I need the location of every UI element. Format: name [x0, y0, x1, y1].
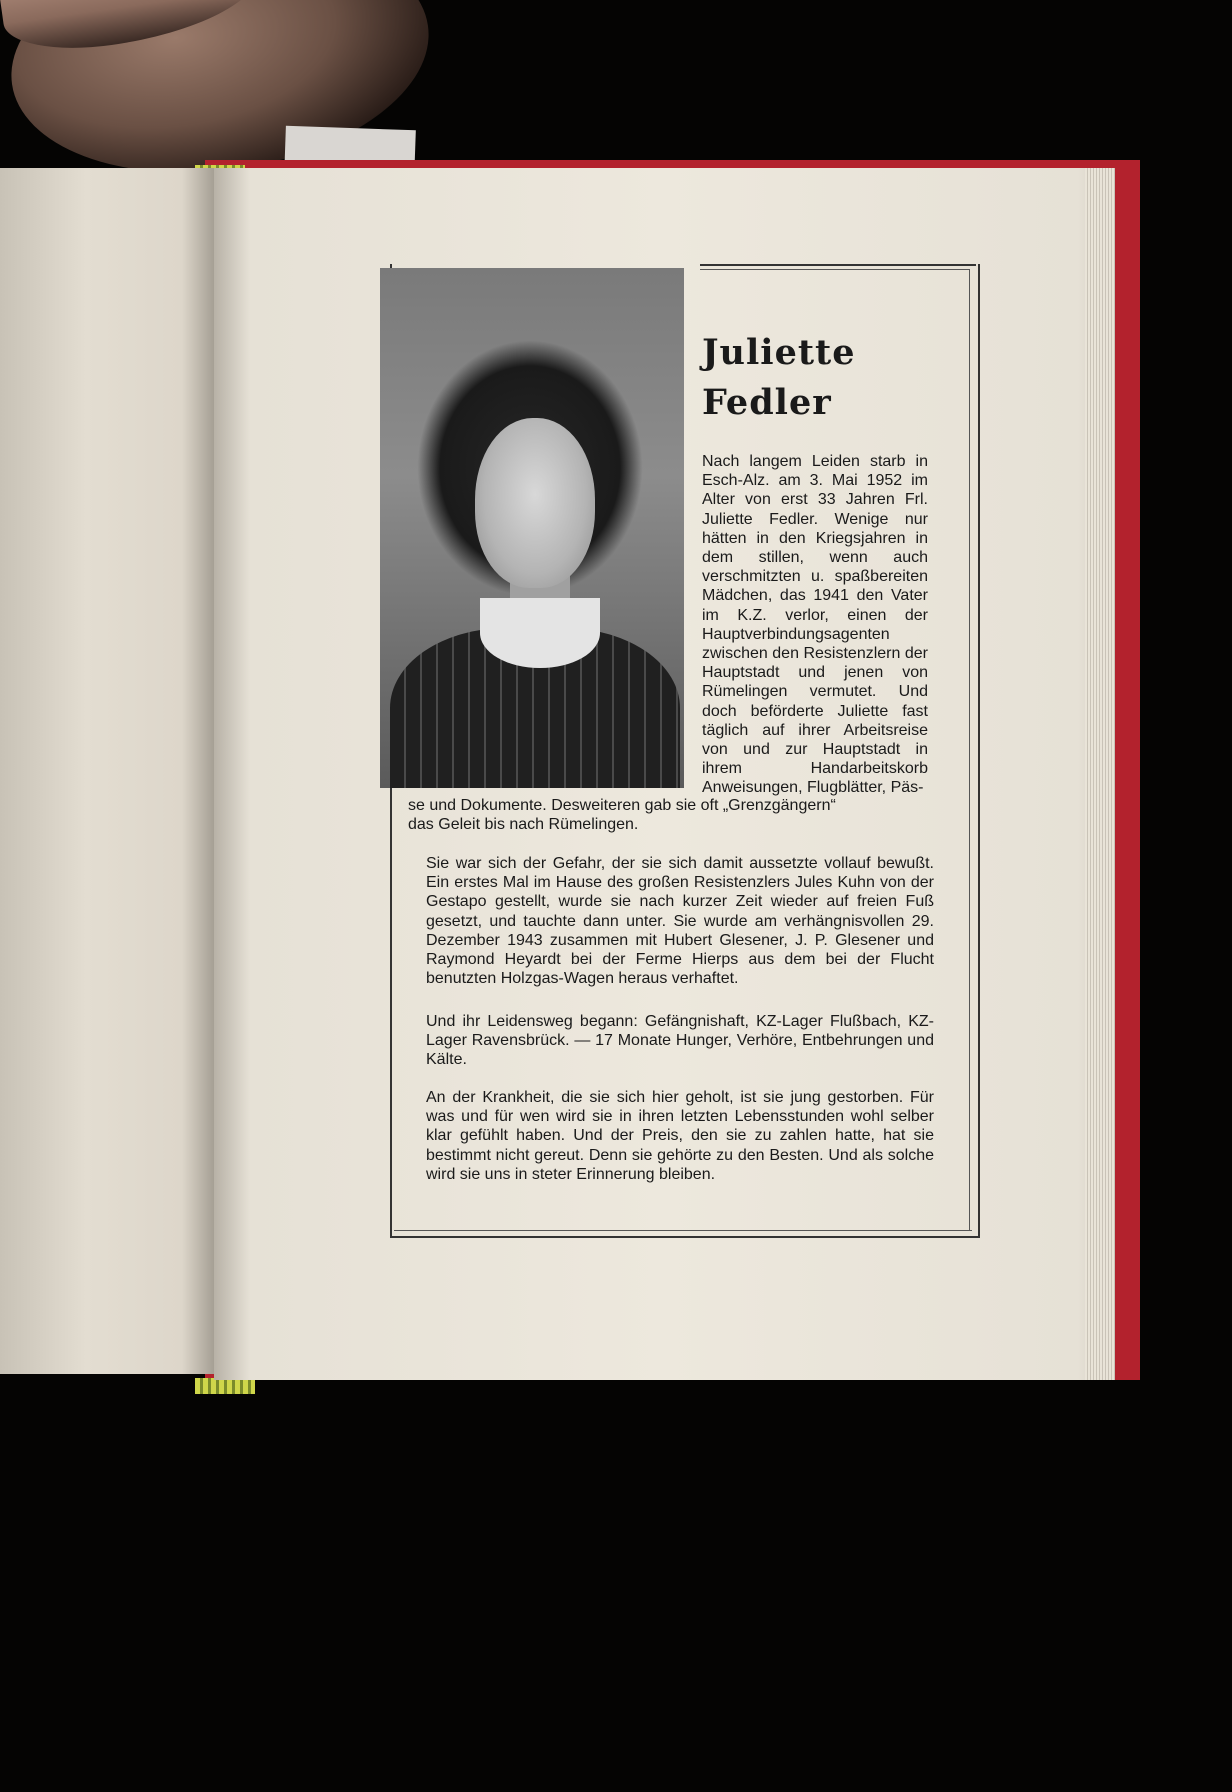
- title-line-1: Juliette: [702, 332, 856, 373]
- article-title: [702, 328, 962, 428]
- paragraph-suffering: Und ihr Leidensweg begann: Gefängnishaft, KZ-Lager Flußbach, KZ-Lager Ravensbrück. — 17 Monate Hunger, Verhöre, Entbehrungen und Kälte.: [426, 1013, 934, 1069]
- frame-bottom-inner-rule: [394, 1230, 972, 1231]
- headband-bottom: [195, 1378, 255, 1394]
- page-edges: [1085, 168, 1115, 1380]
- portrait-face: [475, 418, 595, 588]
- finger: [0, 0, 266, 59]
- portrait-collar: [480, 598, 600, 668]
- continuation-line-1: se und Dokumente. Desweiteren gab sie oft „Grenzgängern“: [408, 797, 836, 814]
- title-line-2: Fedler: [702, 382, 832, 423]
- frame-right-inner-rule: [969, 269, 970, 1231]
- left-page: [0, 168, 214, 1374]
- frame-top-rule: [700, 264, 976, 266]
- frame-top-inner-rule: [700, 269, 970, 270]
- paragraph-arrest: Sie war sich der Gefahr, der sie sich damit aussetzte vollauf bewußt. Ein erstes Mal im Hause des großen Resistenzlers Jules Kuhn von der Gestapo gestellt, wurde sie nach kurzer Zeit wieder auf freien Fuß gesetzt, und tauchte dann unter. Sie wurde am verhängnisvollen 29. Dezember 1943 zusammen mit Hubert Glesener, J. P. Glesener und Raymond Heyardt bei der Ferme Hierps aus dem bei der Flucht benutzten Holzgas-Wagen heraus verhaftet.: [426, 855, 934, 988]
- portrait-photo: [380, 268, 684, 788]
- intro-column: Nach langem Leiden starb in Esch-Alz. am 3. Mai 1952 im Alter von erst 33 Jahren Frl. Juliette Fedler. Wenige nur hätten in den Kriegsjahren in dem stillen, wenn auch verschmitzten u. spaßbereiten Mädchen, das 1941 den Vater im K.Z. verlor, einen der Hauptverbindungsagenten zwischen den Resistenzlern der Hauptstadt und jenen von Rümelingen vermutet. Und doch beförderte Juliette fast täglich auf ihrer Arbeitsreise von und zur Hauptstadt in ihrem Handarbeitskorb Anweisungen, Flugblätter, Päs-: [702, 453, 928, 797]
- continuation-line-2: das Geleit bis nach Rümelingen.: [408, 816, 639, 833]
- paragraph-memorial: An der Krankheit, die sie sich hier geholt, ist sie jung gestorben. Für was und für wen wird sie in ihren letzten Lebensstunden wohl selber klar gefühlt haben. Und der Preis, den sie zu zahlen hatte, hat sie bestimmt nicht gereut. Denn sie gehörte zu den Besten. Und als solche wird sie uns in steter Erinnerung bleiben.: [426, 1089, 934, 1183]
